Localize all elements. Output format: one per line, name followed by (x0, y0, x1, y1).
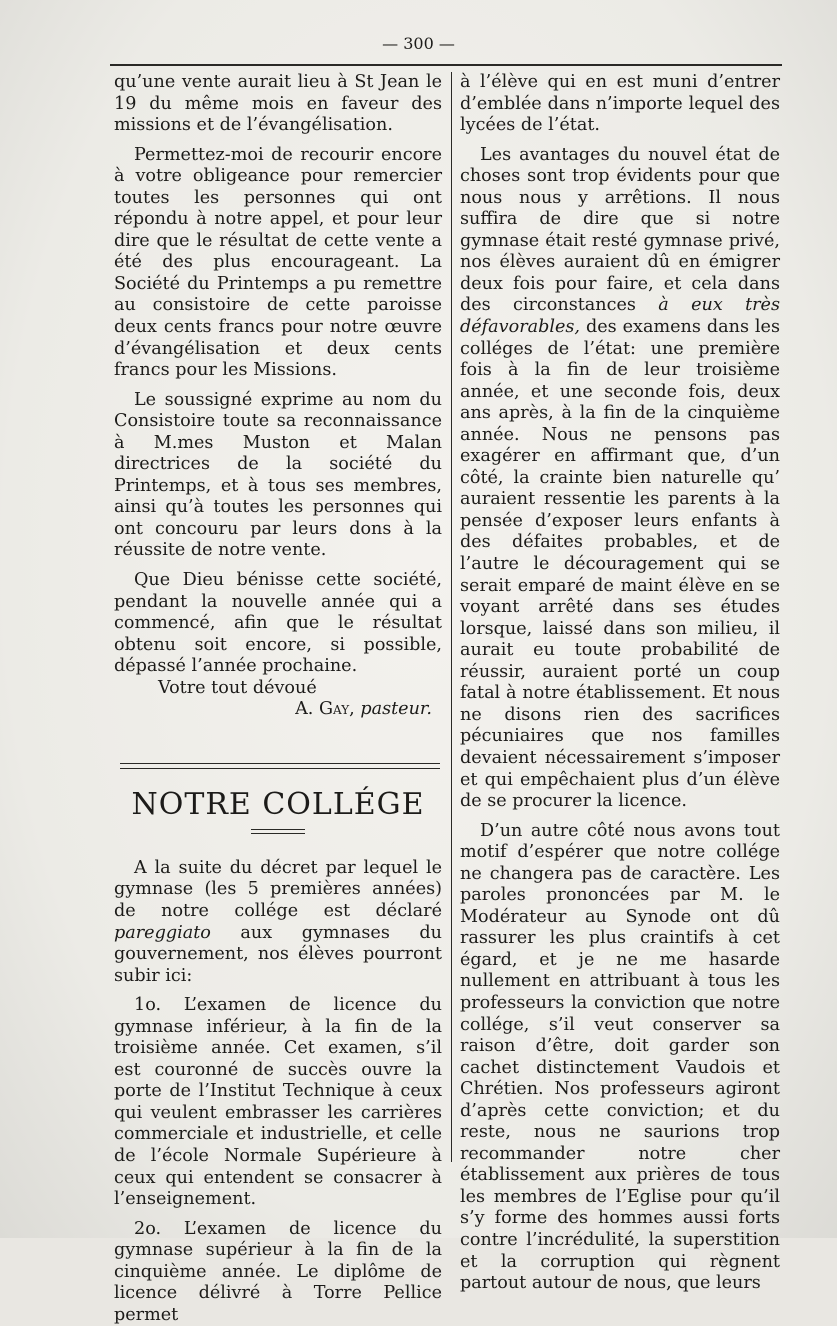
paragraph: 1o. L’examen de licence du gymnase inférieur, à la fin de la troisième année. Cet examen, s’il est couronné de succès ouvre la porte de l’Institut Technique à ceux qui veulent embrasser les carrières commerciale et industrielle, et celle de l’école Normale Supérieure à ceux qui entendent se consacrer à l’enseignement. (114, 995, 442, 1210)
italic-phrase: à eux très défavorables, (460, 295, 780, 338)
paragraph: 2o. L’examen de licence du gymnase supérieur à la fin de la cinquième année. Le diplôme de licence délivré à Torre Pellice permet (114, 1218, 442, 1325)
paragraph (114, 858, 442, 987)
signature-salutation: Votre tout dévoué (158, 677, 317, 698)
paragraph: Que Dieu bénisse cette société, pendant la nouvelle année qui a commencé, afin que le résultat obtenu soit encore, si possible, dépassé l’année prochaine. (114, 570, 442, 677)
paragraph: à l’élève qui en est muni d’entrer d’emblée dans n’importe lequel des lycées de l’état. (460, 72, 780, 136)
text-run: Les avantages du nouvel état de choses sont trop évidents pour que nous nous y arrêtions. Il nous suffira de dire que si notre gymnase était resté gymnase privé, nos élèves auraient dû en émigrer deux fois pour faire, et cela dans des circonstances (460, 144, 780, 316)
paragraph (460, 145, 780, 813)
paragraph: qu’une vente aurait lieu à St Jean le 19 du même mois en faveur des missions et de l’évangélisation. (114, 72, 442, 136)
italic-term: pareggiato (114, 922, 211, 943)
column-divider (451, 72, 452, 1162)
paragraph: Le soussigné exprime au nom du Consistoire toute sa reconnaissance à M.mes Muston et Malan directrices de la société du Printemps, et à tous ses membres, ainsi qu’à toutes les personnes qui ont concouru par leurs dons à la réussite de notre vente. (114, 389, 442, 561)
signature-role: pasteur. (360, 699, 432, 720)
heading-underline (251, 829, 305, 834)
page-number: — 300 — (382, 34, 455, 53)
section-separator (120, 763, 440, 769)
right-column (460, 72, 780, 1295)
text-run: des examens dans les colléges de l’état: une première fois à la fin de leur troisième année, et une seconde fois, deux ans après, à la fin de la cinquième année. Nous ne pensons pas exagérer en affirmant que, d’un côté, la crainte bien naturelle qu’ auraient ressentie les parents à la pensée d’exposer leurs enfants à des défaites probables, et de l’autre le découragement qui se serait emparé de maint élève en se voyant arrêté dans ses études lorsque, laissé dans son milieu, il aurait eu toute probabilité de réussir, auraient porté un coup fatal à notre établissement. Et nous ne disons rien des sacrifices pécuniaires que nos familles devaient nécessairement s’imposer et qui empêchaient plus d’un élève de se procurer la licence. (460, 317, 780, 812)
left-column (114, 72, 442, 1326)
paragraph: D’un autre côté nous avons tout motif d’espérer que notre collége ne changera pas de caractère. Les paroles prononcées par M. le Modérateur au Synode ont dû rassurer les plus craintifs à cet égard, et je ne me hasarde nullement en attribuant à tous les professeurs la conviction que notre collége, s’il veut conserver sa raison d’être, doit garder son cachet distinctement Vaudois et Chrétien. Nos professeurs agiront d’après cette conviction; et du reste, nous ne saurions trop recommander notre cher établissement aux prières de tous les membres de l’Eglise pour qu’il s’y forme des hommes aussi forts contre l’incrédulité, la superstition et la corruption qui règnent partout autour de nous, que leurs (460, 820, 780, 1294)
signature-author: A. Gay, (295, 699, 355, 720)
header-rule (110, 64, 782, 66)
section-heading: NOTRE COLLÉGE (131, 786, 425, 822)
text-run: aux gymnases du gouvernement, nos élèves pourront subir ici: (114, 922, 442, 986)
signature-name (114, 699, 442, 721)
paragraph: Permettez-moi de recourir encore à votre obligeance pour remercier toutes les personnes qui ont répondu à notre appel, et pour leur dire que le résultat de cette vente a été des plus encourageant. La Société du Printemps a pu remettre au consistoire de cette paroisse deux cents francs pour notre œuvre d’évangélisation et deux cents francs pour les Missions. (114, 144, 442, 381)
text-run: A la suite du décret par lequel le gymnase (les 5 premières années) de notre collége est déclaré (114, 857, 442, 921)
